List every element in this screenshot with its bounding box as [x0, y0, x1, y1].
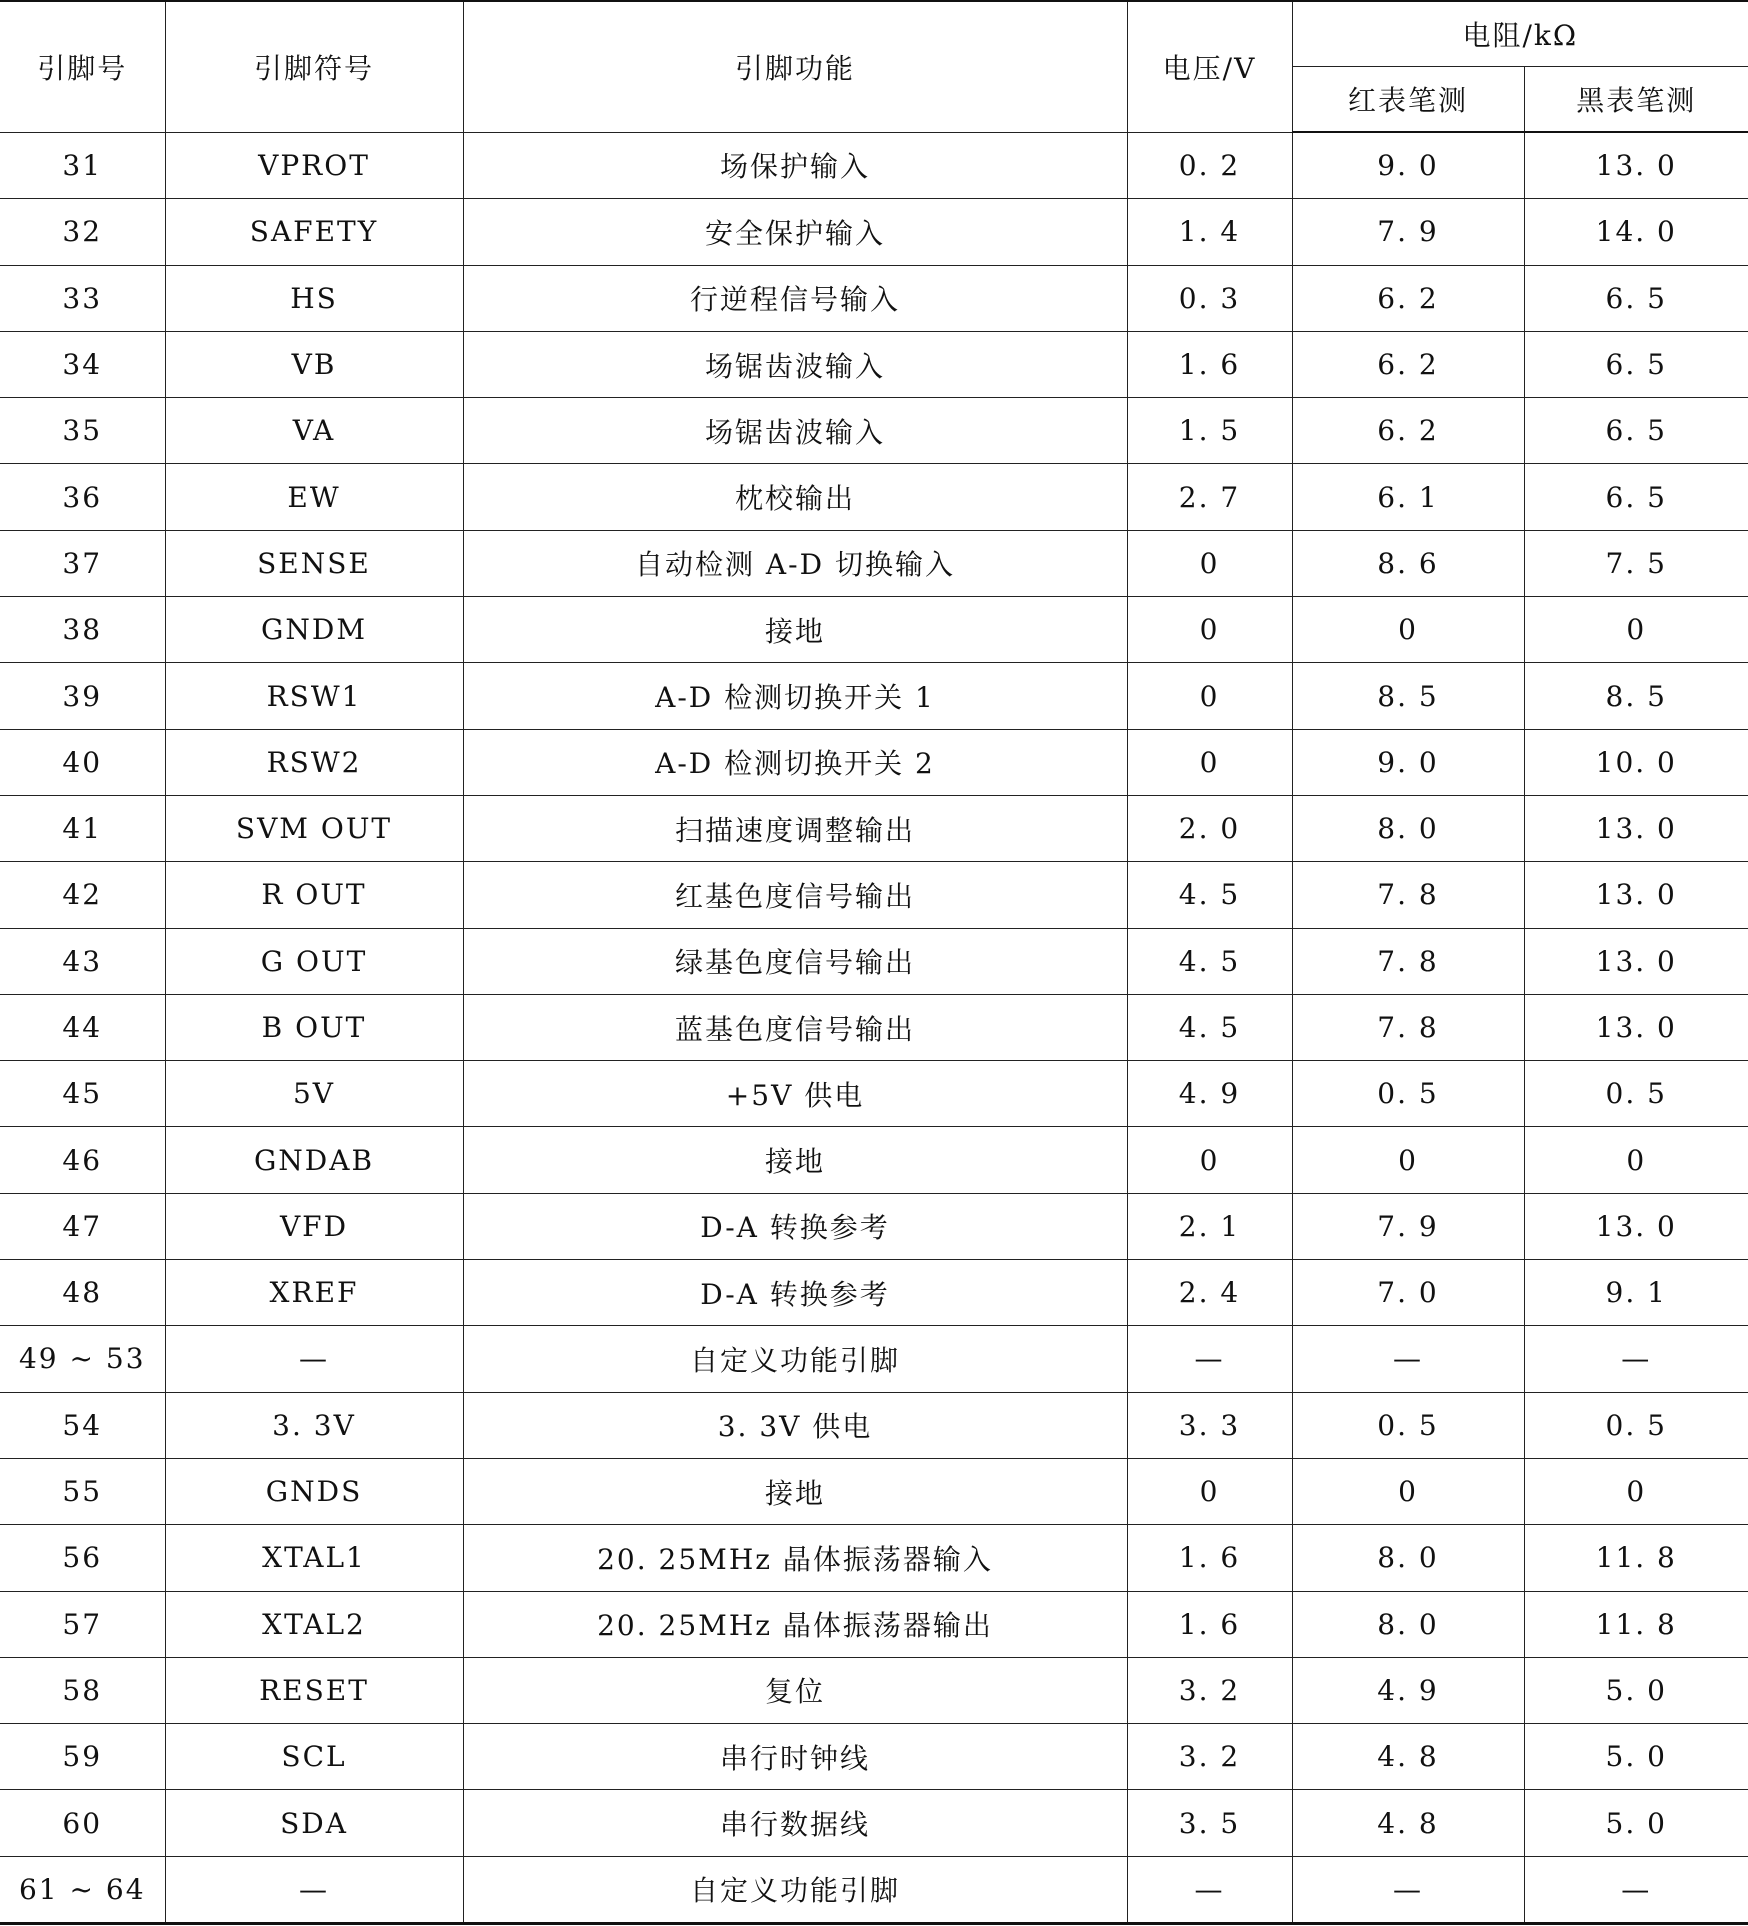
- table-row: [0, 994, 1748, 1060]
- cell-pin-function: 3. 3V 供电: [463, 1392, 1127, 1458]
- cell-red-probe: 4. 8: [1292, 1790, 1524, 1856]
- table-row: [0, 1061, 1748, 1127]
- cell-pin-symbol: SAFETY: [165, 199, 463, 265]
- cell-red-probe: 0: [1292, 1127, 1524, 1193]
- cell-pin-symbol: SDA: [165, 1790, 463, 1856]
- table-row: [0, 265, 1748, 331]
- cell-pin-function: A-D 检测切换开关 1: [463, 663, 1127, 729]
- cell-pin-no: 60: [0, 1790, 165, 1856]
- cell-pin-function: 自定义功能引脚: [463, 1326, 1127, 1392]
- cell-red-probe: 8. 0: [1292, 795, 1524, 861]
- cell-black-probe: 13. 0: [1524, 132, 1748, 199]
- cell-pin-no: 34: [0, 331, 165, 397]
- cell-pin-no: 45: [0, 1061, 165, 1127]
- cell-red-probe: 7. 0: [1292, 1260, 1524, 1326]
- cell-black-probe: 0. 5: [1524, 1061, 1748, 1127]
- cell-black-probe: 0: [1524, 597, 1748, 663]
- cell-voltage: 0: [1127, 530, 1292, 596]
- cell-pin-function: 安全保护输入: [463, 199, 1127, 265]
- cell-red-probe: 9. 0: [1292, 132, 1524, 199]
- cell-red-probe: —: [1292, 1856, 1524, 1923]
- cell-red-probe: 7. 9: [1292, 199, 1524, 265]
- cell-red-probe: 4. 9: [1292, 1657, 1524, 1723]
- cell-black-probe: 7. 5: [1524, 530, 1748, 596]
- cell-red-probe: 8. 5: [1292, 663, 1524, 729]
- cell-pin-no: 31: [0, 132, 165, 199]
- cell-pin-no: 57: [0, 1591, 165, 1657]
- cell-pin-symbol: VB: [165, 331, 463, 397]
- cell-voltage: —: [1127, 1856, 1292, 1923]
- cell-pin-symbol: R OUT: [165, 862, 463, 928]
- cell-black-probe: 13. 0: [1524, 795, 1748, 861]
- header-black-probe: 黑表笔测: [1524, 67, 1748, 133]
- cell-voltage: 4. 5: [1127, 928, 1292, 994]
- table-row: [0, 530, 1748, 596]
- cell-black-probe: 13. 0: [1524, 862, 1748, 928]
- cell-pin-no: 56: [0, 1525, 165, 1591]
- cell-voltage: 0: [1127, 597, 1292, 663]
- table-row: [0, 597, 1748, 663]
- cell-black-probe: 11. 8: [1524, 1525, 1748, 1591]
- cell-pin-no: 46: [0, 1127, 165, 1193]
- cell-pin-symbol: RSW1: [165, 663, 463, 729]
- cell-black-probe: 0: [1524, 1127, 1748, 1193]
- cell-pin-no: 38: [0, 597, 165, 663]
- cell-voltage: 0: [1127, 1458, 1292, 1524]
- cell-voltage: 3. 2: [1127, 1657, 1292, 1723]
- cell-pin-no: 40: [0, 729, 165, 795]
- table-row: [0, 199, 1748, 265]
- cell-pin-no: 48: [0, 1260, 165, 1326]
- cell-pin-no: 35: [0, 398, 165, 464]
- cell-red-probe: 7. 9: [1292, 1193, 1524, 1259]
- table-row: [0, 1326, 1748, 1392]
- cell-pin-no: 59: [0, 1724, 165, 1790]
- cell-voltage: 1. 6: [1127, 331, 1292, 397]
- cell-red-probe: 7. 8: [1292, 994, 1524, 1060]
- cell-pin-function: D-A 转换参考: [463, 1193, 1127, 1259]
- cell-pin-no: 37: [0, 530, 165, 596]
- table-row: [0, 464, 1748, 530]
- cell-pin-no: 49 ~ 53: [0, 1326, 165, 1392]
- cell-pin-symbol: XREF: [165, 1260, 463, 1326]
- cell-black-probe: 13. 0: [1524, 928, 1748, 994]
- cell-pin-symbol: GNDS: [165, 1458, 463, 1524]
- cell-red-probe: 4. 8: [1292, 1724, 1524, 1790]
- cell-pin-function: 红基色度信号输出: [463, 862, 1127, 928]
- cell-pin-symbol: RESET: [165, 1657, 463, 1723]
- cell-red-probe: 8. 6: [1292, 530, 1524, 596]
- cell-voltage: 4. 9: [1127, 1061, 1292, 1127]
- cell-pin-function: 行逆程信号输入: [463, 265, 1127, 331]
- cell-pin-function: 接地: [463, 597, 1127, 663]
- cell-black-probe: 6. 5: [1524, 331, 1748, 397]
- cell-red-probe: 0. 5: [1292, 1392, 1524, 1458]
- cell-red-probe: 6. 1: [1292, 464, 1524, 530]
- cell-pin-no: 61 ~ 64: [0, 1856, 165, 1923]
- cell-pin-no: 39: [0, 663, 165, 729]
- cell-pin-function: 串行数据线: [463, 1790, 1127, 1856]
- table-row: [0, 132, 1748, 199]
- cell-pin-function: 接地: [463, 1458, 1127, 1524]
- cell-black-probe: 10. 0: [1524, 729, 1748, 795]
- cell-voltage: 2. 1: [1127, 1193, 1292, 1259]
- cell-pin-symbol: VFD: [165, 1193, 463, 1259]
- cell-red-probe: 8. 0: [1292, 1525, 1524, 1591]
- cell-voltage: 1. 5: [1127, 398, 1292, 464]
- table-row: [0, 1724, 1748, 1790]
- cell-black-probe: —: [1524, 1856, 1748, 1923]
- cell-voltage: 2. 7: [1127, 464, 1292, 530]
- cell-voltage: 4. 5: [1127, 994, 1292, 1060]
- cell-pin-function: 自定义功能引脚: [463, 1856, 1127, 1923]
- cell-pin-function: 20. 25MHz 晶体振荡器输出: [463, 1591, 1127, 1657]
- cell-black-probe: 0: [1524, 1458, 1748, 1524]
- table-header: [0, 1, 1748, 132]
- cell-pin-no: 32: [0, 199, 165, 265]
- cell-black-probe: 11. 8: [1524, 1591, 1748, 1657]
- cell-pin-symbol: RSW2: [165, 729, 463, 795]
- cell-pin-no: 55: [0, 1458, 165, 1524]
- cell-pin-symbol: EW: [165, 464, 463, 530]
- cell-red-probe: 6. 2: [1292, 398, 1524, 464]
- cell-pin-function: +5V 供电: [463, 1061, 1127, 1127]
- cell-pin-function: 蓝基色度信号输出: [463, 994, 1127, 1060]
- cell-pin-symbol: SCL: [165, 1724, 463, 1790]
- cell-red-probe: 0: [1292, 1458, 1524, 1524]
- cell-pin-no: 54: [0, 1392, 165, 1458]
- cell-pin-symbol: XTAL1: [165, 1525, 463, 1591]
- cell-black-probe: 8. 5: [1524, 663, 1748, 729]
- cell-black-probe: 5. 0: [1524, 1790, 1748, 1856]
- cell-voltage: 2. 0: [1127, 795, 1292, 861]
- cell-pin-symbol: 5V: [165, 1061, 463, 1127]
- cell-black-probe: 13. 0: [1524, 994, 1748, 1060]
- cell-black-probe: 6. 5: [1524, 398, 1748, 464]
- cell-pin-no: 36: [0, 464, 165, 530]
- cell-pin-function: A-D 检测切换开关 2: [463, 729, 1127, 795]
- cell-voltage: 1. 6: [1127, 1525, 1292, 1591]
- table-row: [0, 331, 1748, 397]
- cell-voltage: 0. 3: [1127, 265, 1292, 331]
- cell-voltage: 0: [1127, 1127, 1292, 1193]
- header-pin-no: 引脚号: [0, 1, 165, 132]
- cell-black-probe: 5. 0: [1524, 1657, 1748, 1723]
- table-row: [0, 663, 1748, 729]
- cell-pin-no: 41: [0, 795, 165, 861]
- header-pin-symbol: 引脚符号: [165, 1, 463, 132]
- cell-black-probe: —: [1524, 1326, 1748, 1392]
- cell-red-probe: 7. 8: [1292, 928, 1524, 994]
- cell-pin-no: 47: [0, 1193, 165, 1259]
- cell-pin-symbol: B OUT: [165, 994, 463, 1060]
- cell-red-probe: 9. 0: [1292, 729, 1524, 795]
- table-row: [0, 1525, 1748, 1591]
- table-row: [0, 398, 1748, 464]
- cell-voltage: 1. 6: [1127, 1591, 1292, 1657]
- header-pin-function: 引脚功能: [463, 1, 1127, 132]
- cell-pin-symbol: VPROT: [165, 132, 463, 199]
- cell-voltage: 3. 5: [1127, 1790, 1292, 1856]
- cell-pin-function: D-A 转换参考: [463, 1260, 1127, 1326]
- cell-pin-no: 43: [0, 928, 165, 994]
- cell-black-probe: 5. 0: [1524, 1724, 1748, 1790]
- cell-pin-function: 场锯齿波输入: [463, 398, 1127, 464]
- cell-red-probe: 0. 5: [1292, 1061, 1524, 1127]
- cell-red-probe: 8. 0: [1292, 1591, 1524, 1657]
- cell-pin-function: 枕校输出: [463, 464, 1127, 530]
- cell-pin-function: 自动检测 A-D 切换输入: [463, 530, 1127, 596]
- cell-pin-function: 扫描速度调整输出: [463, 795, 1127, 861]
- cell-pin-symbol: XTAL2: [165, 1591, 463, 1657]
- cell-red-probe: 0: [1292, 597, 1524, 663]
- header-red-probe: 红表笔测: [1292, 67, 1524, 133]
- cell-voltage: 3. 2: [1127, 1724, 1292, 1790]
- cell-red-probe: 6. 2: [1292, 265, 1524, 331]
- cell-pin-function: 串行时钟线: [463, 1724, 1127, 1790]
- cell-black-probe: 6. 5: [1524, 265, 1748, 331]
- header-voltage: 电压/V: [1127, 1, 1292, 132]
- cell-black-probe: 13. 0: [1524, 1193, 1748, 1259]
- cell-voltage: 0: [1127, 663, 1292, 729]
- table-row: [0, 1127, 1748, 1193]
- cell-pin-function: 复位: [463, 1657, 1127, 1723]
- cell-pin-symbol: VA: [165, 398, 463, 464]
- cell-red-probe: —: [1292, 1326, 1524, 1392]
- table-row: [0, 1790, 1748, 1856]
- cell-pin-symbol: 3. 3V: [165, 1392, 463, 1458]
- cell-pin-symbol: —: [165, 1856, 463, 1923]
- table-row: [0, 1591, 1748, 1657]
- cell-pin-no: 44: [0, 994, 165, 1060]
- cell-pin-symbol: SENSE: [165, 530, 463, 596]
- cell-red-probe: 7. 8: [1292, 862, 1524, 928]
- table-row: [0, 1392, 1748, 1458]
- cell-black-probe: 6. 5: [1524, 464, 1748, 530]
- cell-pin-symbol: —: [165, 1326, 463, 1392]
- table-row: [0, 1856, 1748, 1923]
- cell-voltage: 0. 2: [1127, 132, 1292, 199]
- cell-voltage: 0: [1127, 729, 1292, 795]
- cell-pin-symbol: SVM OUT: [165, 795, 463, 861]
- cell-pin-no: 33: [0, 265, 165, 331]
- table-row: [0, 1657, 1748, 1723]
- cell-pin-symbol: GNDM: [165, 597, 463, 663]
- cell-voltage: 3. 3: [1127, 1392, 1292, 1458]
- cell-pin-no: 42: [0, 862, 165, 928]
- cell-pin-function: 绿基色度信号输出: [463, 928, 1127, 994]
- cell-voltage: —: [1127, 1326, 1292, 1392]
- table-row: [0, 795, 1748, 861]
- cell-voltage: 4. 5: [1127, 862, 1292, 928]
- cell-black-probe: 14. 0: [1524, 199, 1748, 265]
- cell-red-probe: 6. 2: [1292, 331, 1524, 397]
- cell-voltage: 1. 4: [1127, 199, 1292, 265]
- table-row: [0, 729, 1748, 795]
- table-row: [0, 928, 1748, 994]
- cell-pin-symbol: HS: [165, 265, 463, 331]
- cell-black-probe: 9. 1: [1524, 1260, 1748, 1326]
- cell-pin-function: 场保护输入: [463, 132, 1127, 199]
- cell-pin-no: 58: [0, 1657, 165, 1723]
- cell-black-probe: 0. 5: [1524, 1392, 1748, 1458]
- table-row: [0, 1260, 1748, 1326]
- table-row: [0, 862, 1748, 928]
- table-row: [0, 1458, 1748, 1524]
- header-resistance: 电阻/kΩ: [1292, 1, 1748, 67]
- cell-pin-symbol: GNDAB: [165, 1127, 463, 1193]
- table-body: [0, 132, 1748, 1924]
- cell-voltage: 2. 4: [1127, 1260, 1292, 1326]
- table-row: [0, 1193, 1748, 1259]
- cell-pin-function: 20. 25MHz 晶体振荡器输入: [463, 1525, 1127, 1591]
- cell-pin-function: 场锯齿波输入: [463, 331, 1127, 397]
- cell-pin-symbol: G OUT: [165, 928, 463, 994]
- cell-pin-function: 接地: [463, 1127, 1127, 1193]
